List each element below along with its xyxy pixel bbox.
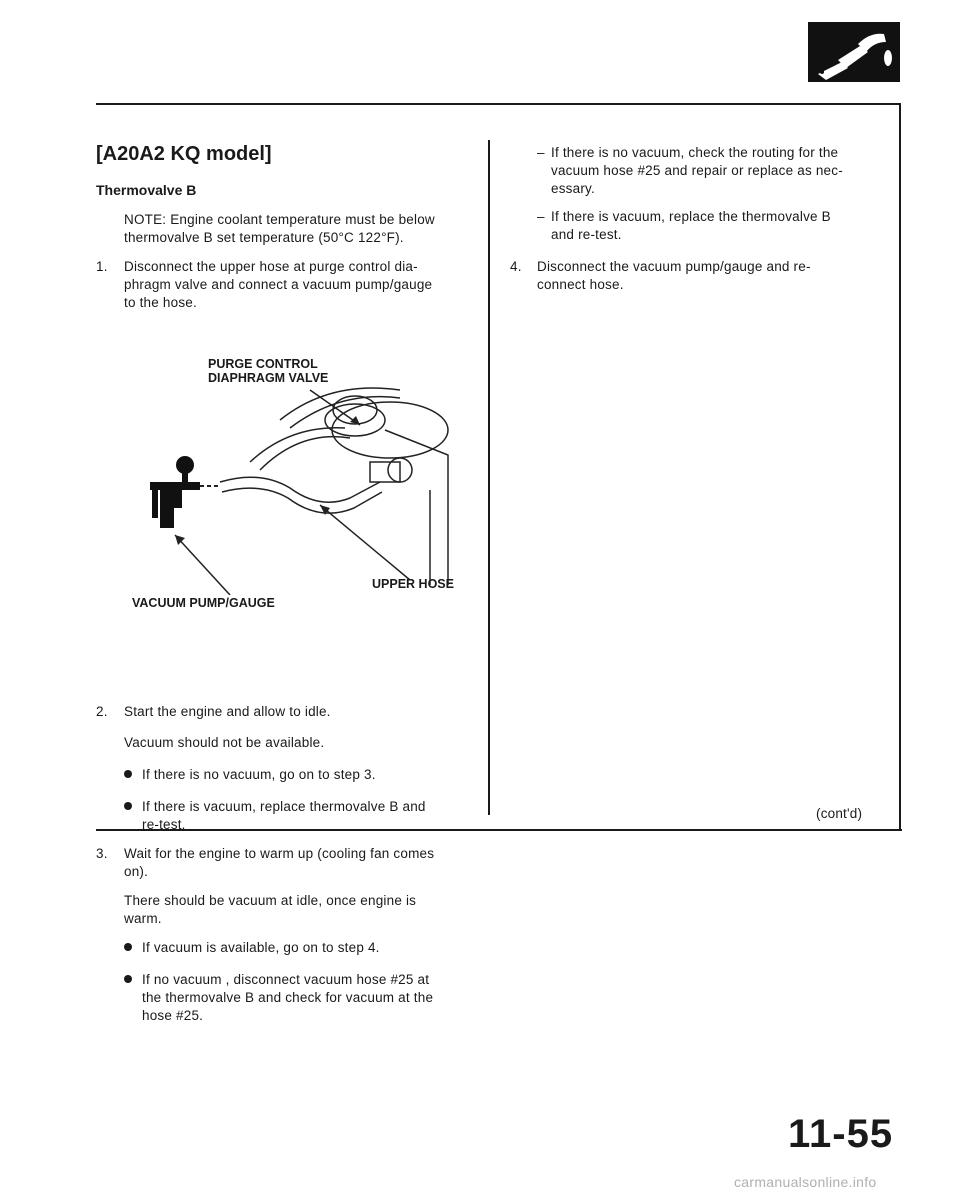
step-line: to the hose.: [124, 295, 197, 310]
bullet-text: If vacuum is available, go on to step 4.: [142, 940, 380, 955]
note-line: thermovalve B set temperature (50°C 122°F).: [124, 230, 404, 245]
bullet-icon: [124, 943, 132, 951]
step-1-text: [124, 258, 484, 312]
purge-valve-illustration: [130, 370, 470, 595]
bullet-text: the thermovalve B and check for vacuum at the: [142, 990, 434, 1005]
para-line: There should be vacuum at idle, once engine is: [124, 893, 417, 908]
step-number: 2.: [96, 704, 108, 719]
dash-marker: –: [537, 209, 545, 224]
step-3-text: [124, 845, 484, 881]
dash-item-2: [537, 208, 897, 244]
subheading: Thermovalve B: [96, 182, 197, 198]
hose-nozzle-icon: [808, 22, 900, 82]
model-heading: [A20A2 KQ model]: [96, 143, 272, 165]
step-3-bullet-1: [124, 939, 380, 957]
note-text: [124, 211, 484, 247]
para-line: warm.: [124, 911, 162, 926]
bullet-icon: [124, 802, 132, 810]
dash-marker: –: [537, 145, 545, 160]
watermark: carmanualsonline.info: [734, 1174, 877, 1190]
note-line: NOTE: Engine coolant temperature must be below: [124, 212, 435, 227]
step-2-text: Start the engine and allow to idle.: [124, 704, 331, 719]
step-number: 1.: [96, 259, 108, 274]
section-logo: [808, 22, 900, 82]
label-line: PURGE CONTROL: [208, 357, 318, 371]
bullet-text: If there is vacuum, replace thermovalve B and: [142, 799, 426, 814]
step-number: 4.: [510, 259, 522, 274]
step-4-text: [537, 258, 897, 294]
step-line: Disconnect the upper hose at purge control dia-: [124, 259, 418, 274]
step-line: on).: [124, 864, 149, 879]
step-line: phragm valve and connect a vacuum pump/gauge: [124, 277, 433, 292]
dash-text: If there is no vacuum, check the routing for the: [551, 145, 839, 160]
step-3-para: [124, 892, 484, 928]
label-vacuum-pump: VACUUM PUMP/GAUGE: [132, 596, 275, 610]
bullet-text: hose #25.: [142, 1008, 204, 1023]
dash-text: If there is vacuum, replace the thermovalve B: [551, 209, 831, 224]
step-2-bullet-2: [124, 798, 484, 834]
step-3-bullet-2: [124, 971, 484, 1025]
bullet-icon: [124, 770, 132, 778]
bullet-text: re-test.: [142, 817, 186, 832]
header-rule: [96, 103, 900, 105]
step-line: connect hose.: [537, 277, 624, 292]
bullet-icon: [124, 975, 132, 983]
page-number: 11-55: [788, 1112, 894, 1156]
step-2-para: Vacuum should not be available.: [124, 735, 325, 750]
label-upper-hose: UPPER HOSE: [372, 577, 454, 591]
column-divider: [488, 140, 490, 815]
step-line: Wait for the engine to warm up (cooling fan comes: [124, 846, 435, 861]
frame-right-rule: [899, 103, 901, 830]
step-2-bullet-1: [124, 766, 376, 784]
dash-text: essary.: [551, 181, 595, 196]
dash-item-1: [537, 144, 897, 198]
bullet-text: If no vacuum , disconnect vacuum hose #25 at: [142, 972, 430, 987]
label-line: DIAPHRAGM VALVE: [208, 371, 329, 385]
dash-text: and re-test.: [551, 227, 622, 242]
dash-text: vacuum hose #25 and repair or replace as nec-: [551, 163, 843, 178]
bullet-text: If there is no vacuum, go on to step 3.: [142, 767, 376, 782]
contd-label: (cont'd): [816, 806, 863, 821]
step-number: 3.: [96, 846, 108, 861]
step-line: Disconnect the vacuum pump/gauge and re-: [537, 259, 811, 274]
